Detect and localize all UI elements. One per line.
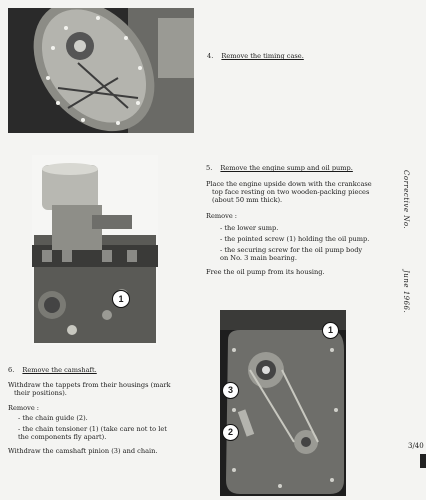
step-6-item-1: - the chain guide (2).: [18, 414, 88, 422]
page-number: 3/40: [408, 442, 424, 450]
revision-date: June 1966.: [402, 270, 410, 314]
step-5-item-3a: - the securing screw for the oil pump body: [220, 246, 363, 254]
step-6-item-2b: the components fly apart).: [18, 433, 107, 441]
step-6-title: Remove the camshaft.: [22, 366, 97, 374]
chain-tensioner-callout: [322, 322, 339, 339]
callout-3-label: 3: [227, 385, 233, 395]
step-4-heading: [207, 52, 304, 61]
step-5-item-3b: on No. 3 main bearing.: [220, 254, 297, 262]
step-5-intro-1: Place the engine upside down with the crankcase: [206, 180, 372, 188]
corrective-number: Corrective No.: [402, 170, 410, 230]
callout-1-label: 1: [118, 294, 124, 304]
step-6-intro-1: Withdraw the tappets from their housings (mark: [8, 381, 171, 389]
step-4-number: 4.: [207, 52, 214, 60]
timing-case-photo: [8, 8, 194, 133]
step-5-item-2: - the pointed screw (1) holding the oil pump.: [220, 235, 370, 243]
step-5-number: 5.: [206, 164, 213, 172]
step-5-intro-2: top face resting on two wooden-packing pieces: [212, 188, 370, 196]
step-5-heading: [206, 164, 353, 173]
camshaft-pinion-callout: [222, 382, 239, 399]
page-edge-mark: [420, 454, 426, 468]
callout-2-label: 2: [227, 427, 233, 437]
step-6-heading: [8, 366, 97, 375]
step-6-number: 6.: [8, 366, 15, 374]
step-6-item-2a: - the chain tensioner (1) (take care not to let: [18, 425, 167, 433]
callout-1-label: 1: [327, 325, 333, 335]
step-5-item-1: - the lower sump.: [220, 224, 279, 232]
step-4-title: Remove the timing case.: [221, 52, 304, 60]
step-5-remove-label: Remove :: [206, 212, 238, 220]
chain-guide-callout: [222, 424, 239, 441]
oil-pump-photo: [32, 155, 158, 345]
step-6-intro-2: their positions).: [14, 389, 67, 397]
oil-pump-callout: [112, 290, 130, 308]
step-5-title: Remove the engine sump and oil pump.: [220, 164, 353, 172]
step-6-remove-label: Remove :: [8, 404, 40, 412]
step-5-intro-3: (about 50 mm thick).: [212, 196, 283, 204]
step-5-closing: Free the oil pump from its housing.: [206, 268, 325, 276]
step-6-closing: Withdraw the camshaft pinion (3) and chain.: [8, 447, 158, 455]
